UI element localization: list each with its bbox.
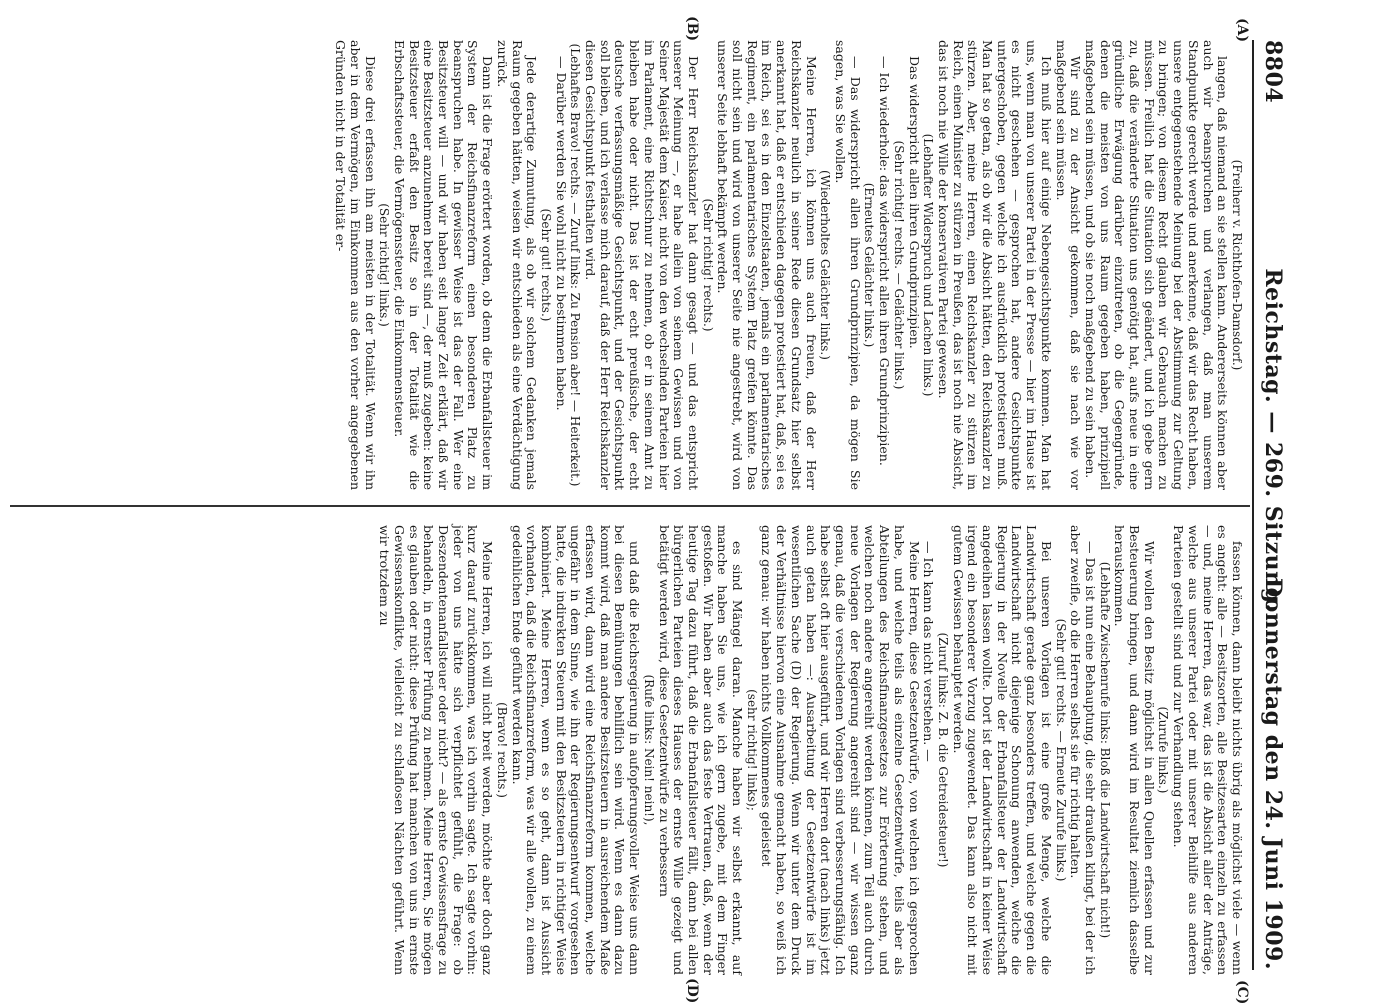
speech-paragraph: es sind Mängel daran. Manche haben wir selbst erkannt, auf manche haben Sie uns, wie ich gern zugebe, mit dem Finger gestoßen. Wir haben aber auch das feste Vertrauen, daß, wenn der heutige Tag dazu führt, daß die Erbanfallsteuer fällt, dann bei allen bürgerlichen Parteien dieses Hauses der ernste Wille gezeigt und betätigt werden wird, diese Gesetzentwürfe zu verbessern [656, 525, 746, 975]
speech-paragraph: Meine Herren, ich will nicht breit werden, möchte aber doch ganz kurz darauf zurückkommen, was ich vorhin sagte. Ich sagte vorhin: jeder von uns hätte sich verpflichtet gefühlt, die Frage: ob Deszendentenanfallsteuer oder nicht? — als ernste Gewissensfrage zu behandeln, in ernster Prüfung zu nehmen. Meine Herren, Sie mögen es glauben oder nicht: diese Prüfung hat manchen von uns in ernste Gewissenskonflikte, vielleicht zu schlaflosen Nächten geführt. Wenn wir trotzdem zu [377, 525, 496, 975]
speech-paragraph: Diese drei erfassen ihn am meisten in der Totalität. Wenn wir ihn aber in dem Vermögen, im Einkommen aus den vorher angegebenen Gründen nicht in der Totalität er- [333, 40, 378, 490]
speech-paragraph: Ich muß hier auf einige Nebengesichtspunkte kommen. Man hat uns, wenn man von unserer Partei in der Presse — hier im Hause ist es nicht geschehen — gesprochen hat, andere Gesichtspunkte untergeschoben, gegen welche ich ausdrücklich protestieren muß. Man hat so getan, als ob wir die Absicht hätten, den Reichskanzler zu stürzen. Aber, meine Herren, einen Reichskanzler zu stürzen im Reich, einen Minister zu stürzen in Preußen, das ist noch nie Absicht, das ist noch nie Wille der konservativen Partei gewesen. [935, 40, 1054, 490]
speech-paragraph: Jede derartige Zumutung, als ob wir solchem Gedanken jemals Raum gegeben hätten, weisen wir entschieden als eine Verdächtigung zurück. [494, 40, 540, 490]
speech-paragraph: Wir wollen den Besitz möglichst in allen Quellen erfassen und zur Besteuerung bringen, und dann wird im Resultat ziemlich dasselbe herauskommen. [1112, 525, 1157, 975]
left-text-column [332, 40, 1244, 490]
interjection-paragraph: (Sehr richtig! rechts. — Gelächter links.) [891, 140, 906, 390]
header-title: Reichstag. — 269. Sitzung. [1260, 268, 1286, 612]
interjection-paragraph: (Lebhaftes Bravo! rechts. — Zuruf links: Zu Pension aber! — Heiterkeit.) [568, 43, 583, 487]
speech-paragraph: fassen können, dann bleibt nichts übrig als möglichst viele — wenn es angeht: alle — Besitzsorten, alle Besitzesarten einzeln zu erfassen — und, meine Herren, das war, das ist die Absicht aller der Anträge, welche aus unserer Partei oder mit unserer Beihilfe aus anderen Parteien gestellt sind und zur Verhandlung stehen. [1171, 525, 1245, 975]
header-rule [1252, 40, 1254, 970]
margin-marker-c: (C) [1234, 980, 1250, 1004]
interjection-paragraph: (Zurufe links.) [1156, 706, 1171, 794]
speech-paragraph: — Ich wiederhole: das widerspricht allen ihren Grundprinzipien. [877, 56, 893, 466]
interjection-paragraph: (Erneutes Gelächter links.) [862, 182, 877, 348]
interjection-paragraph: (Wiederholtes Gelächter links.) [818, 170, 833, 360]
speech-paragraph: — Ich kann das nicht verstehen. — [921, 541, 937, 762]
speech-paragraph: Dann ist die Frage erörtert worden, ob denn die Erbanfallsteuer im System der Reichsfinanzreform einen besonderen Platz zu beanspruchen habe. In gewisser Weise ist das der Fall. Wer eine Besitzsteuer will — und wir haben seit langer Zeit erklärt, daß wir eine Besitzsteuer anzunehmen bereit sind —, der muß zugeben: keine Besitzsteuer erfaßt den Besitz so in der Totalität wie die Erbschaftssteuer, die Vermögenssteuer, die Einkommensteuer. [391, 40, 496, 490]
interjection-paragraph: (sehr richtig! links); [744, 689, 759, 811]
speech-paragraph: Das widerspricht allen ihren Grundprinzipien. [906, 56, 922, 349]
interjection-paragraph: (Zuruf links: Z. B. die Getreidesteuer!) [935, 632, 950, 868]
speech-paragraph: langen, daß niemand an sie stellen kann. Andererseits können aber auch wir beanspruchen und verlangen, daß man unserem Standpunkte gerecht werde und anerkenne, daß wir das Recht haben, unsere entgegenstehende Meinung bei der Abstimmung zur Geltung zu bringen; von diesem Recht glauben wir Gebrauch machen zu müssen. Freilich hat die Situation sich geändert, und ich gebe gern zu, daß die veränderte Situation uns genötigt hat, aufs neue in eine gründliche Erwägung darüber einzutreten, ob die Gegengründe, denen die meisten von uns Raum gegeben haben, prinzipiell maßgebend sein müssen, und ob sie noch maßgebend zu sein haben. [1082, 40, 1231, 490]
speech-paragraph: und daß die Reichsregierung in aufopferungsvoller Weise uns dann bei diesen Bemühungen behilflich sein wird. Wenn es dann dazu kommt wird, daß man andere Besitzsteuern in ausreichendem Maße erfassen wird, dann wird eine Reichsfinanzreform kommen, welche ungefähr in dem Sinne, wie ihn der Regierungsentwurf vorgesehen hatte, die indirekten Steuern mit den Besitzsteuern in richtiger Weise kombiniert. Meine Herren, wenn es so geht, dann ist Aussicht vorhanden, daß die Reichsfinanzreform, was wir alle wollen, zu einem gedeihlichen Ende geführt werden kann. [509, 525, 643, 975]
speech-paragraph: — Darüber werden Sie wohl nicht zu bestimmen haben. [553, 56, 569, 411]
header-date: Donnerstag den 24. Juni 1909. [1260, 578, 1286, 970]
margin-marker-b: (B) [684, 16, 700, 42]
speech-paragraph: — Das ist nun eine Behauptung, die sehr draußen klingt, bei der ich aber zweifle, ob die Herren selbst sie für richtig halten. [1068, 525, 1098, 975]
interjection-paragraph: (Lebhafte Zwischenrufe links: Bloß die Landwirtschaft nicht!) [1097, 561, 1112, 939]
margin-marker-d: (D) [684, 978, 700, 1004]
interjection-paragraph: (Sehr gut! rechts. — Erneute Zurufe links.) [1053, 618, 1068, 882]
interjection-paragraph: (Sehr richtig! links.) [377, 203, 392, 327]
speech-paragraph: Meine Herren, ich können uns auch freuen, daß der Herr Reichskanzler neulich in seiner Rede diesen Grundsatz hier selbst anerkannt hat, daß er entschieden dagegen protestiert hat, daß, sei es im Reich, sei es in den Einzelstaaten, jemals ein parlamentarisches Regiment, ein parlamentarisches System Platz greifen könnte. Das soll nicht sein und wird von unserer Seite nie angestrebt, wird von unserer Seite lebhaft bekämpft werden. [715, 40, 819, 490]
right-text-column [377, 525, 1244, 975]
margin-marker-a: (A) [1234, 18, 1250, 43]
page-header [1252, 40, 1292, 970]
speech-paragraph: Wir sind zu der Ansicht gekommen, daß sie nach wie vor maßgebend sein müssen. [1053, 40, 1084, 490]
speech-paragraph: Meine Herren, diese Gesetzentwürfe, von welchen ich gesprochen habe, und welche teils als einzelne Gesetzentwürfe, teils aber als Abteilungen des Reichsfinanzgesetzes zur Erörterung stehen, und welchen noch andere angereiht werden können, zum Teil auch durch neue Vorlagen der Regierung angereiht sind — wir wissen ganz genau, daß die verschiedenen Vorlagen sind verbesserungsfähig. Ich habe selbst oft hier ausgeführt, und wir Herren dort (nach links) jetzt auch getan haben —: Ausarbeitung der Gesetzentwürfe ist im wesentlichen Sache (D) der Regierung. Wenn wir unter dem Druck der Verhältnisse hiervon eine Ausnahme gemacht haben, so weiß ich ganz genau: wir haben nichts Vollkommenes geleistet [759, 525, 922, 975]
page-number: 8804 [1260, 40, 1286, 104]
interjection-paragraph: (Sehr richtig! rechts.) [700, 198, 715, 332]
speech-paragraph: Bei unseren Vorlagen ist eine große Menge, welche die Landwirtschaft gerade ganz besonders treffen, und welche gegen die Landwirtschaft nicht diejenige Schonung anwenden, welche die Regierung in der Novelle der Erbanfallsteuer der Landwirtschaft angedeihen lassen wollte. Dort ist der Landwirtschaft in keiner Weise irgend ein besonderer Vorzug zugewendet. Das kann also nicht mit gutem Gewissen behauptet werden. [950, 525, 1054, 975]
interjection-paragraph: (Rufe links: Nein! nein!), [641, 674, 656, 826]
interjection-paragraph: (Bravo! rechts.) [494, 702, 509, 798]
speech-paragraph: — Das widerspricht allen ihren Grundprinzipien, da mögen Sie sagen, was Sie wollen. [833, 40, 863, 490]
interjection-paragraph: (Sehr gut! rechts.) [538, 208, 553, 322]
interjection-paragraph: (Lebhafter Widerspruch und Lachen links.) [921, 133, 936, 397]
speech-paragraph: Der Herr Reichskanzler hat dann gesagt — und das entspricht unserer Meinung —, er habe allein von seinem Gewissen und von Seiner Majestät dem Kaiser, nicht von den wechselnden Parteien hier im Parlament, eine Richtschnur zu nehmen, ob er in seinem Amt zu bleiben habe oder nicht. Das ist der echt preußische, der echt deutsche verfassungsmäßige Gesichtspunkt, und der Gesichtspunkt soll bleiben, und ich verlasse mich darauf, daß der Herr Reichskanzler diesen Gesichtspunkt festhalten wird. [583, 40, 701, 490]
column-separator [10, 505, 1250, 507]
interjection-paragraph: (Freiherr v. Richthofen-Damsdorf.) [1230, 159, 1244, 371]
